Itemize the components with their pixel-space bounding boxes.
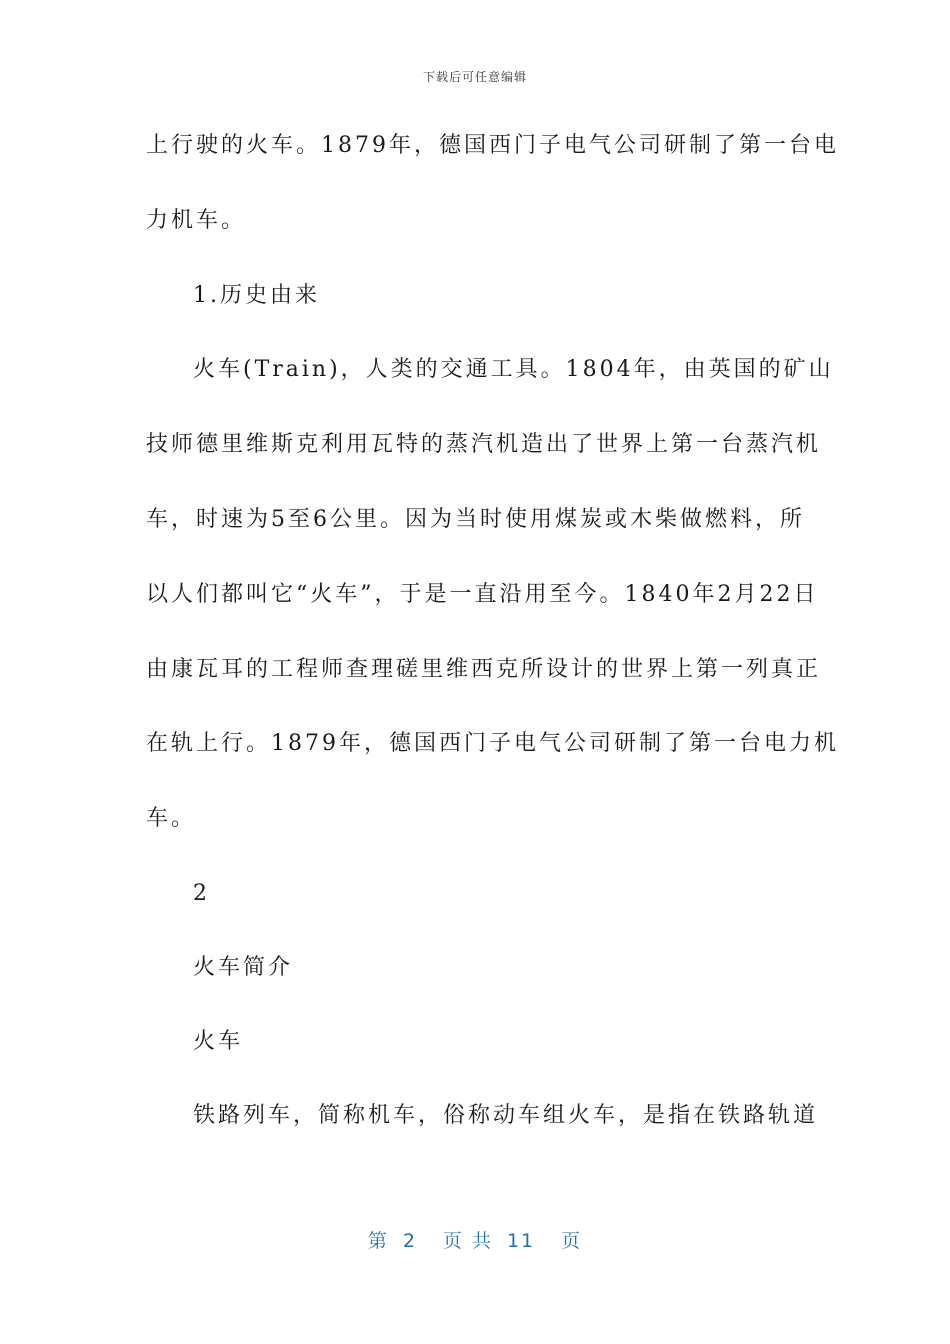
- body-line: 车。: [146, 806, 197, 831]
- body-line: 车，时速为5至6公里。因为当时使用煤炭或木柴做燃料，所: [146, 507, 805, 532]
- page-prefix: 第: [367, 1230, 389, 1252]
- body-line: 在轨上行。1879年，德国西门子电气公司研制了第一台电力机: [146, 731, 839, 756]
- body-line: 由康瓦耳的工程师查理磋里维西克所设计的世界上第一列真正: [146, 657, 822, 682]
- subsection-heading: 火车: [193, 1029, 244, 1054]
- total-pages-number: 11: [506, 1230, 536, 1252]
- current-page-number: 2: [402, 1230, 417, 1252]
- section-heading: 火车简介: [193, 955, 294, 980]
- body-line: 力机车。: [146, 208, 247, 233]
- page-suffix: 页: [561, 1230, 583, 1252]
- body-line: 上行驶的火车。1879年，德国西门子电气公司研制了第一台电: [146, 133, 839, 158]
- body-line: 技师德里维斯克利用瓦特的蒸汽机造出了世界上第一台蒸汽机: [146, 432, 822, 457]
- section-heading: 1.历史由来: [193, 283, 320, 308]
- body-line: 以人们都叫它“火车”，于是一直沿用至今。1840年2月22日: [146, 582, 819, 607]
- header-note: 下载后可任意编辑: [422, 70, 527, 84]
- body-line: 火车(Train)，人类的交通工具。1804年，由英国的矿山: [193, 357, 834, 382]
- section-number: 2: [193, 881, 210, 906]
- page-mid: 页 共: [442, 1230, 493, 1252]
- page-footer: [0, 1226, 950, 1253]
- body-line: 铁路列车，简称机车，俗称动车组火车，是指在铁路轨道: [193, 1103, 819, 1128]
